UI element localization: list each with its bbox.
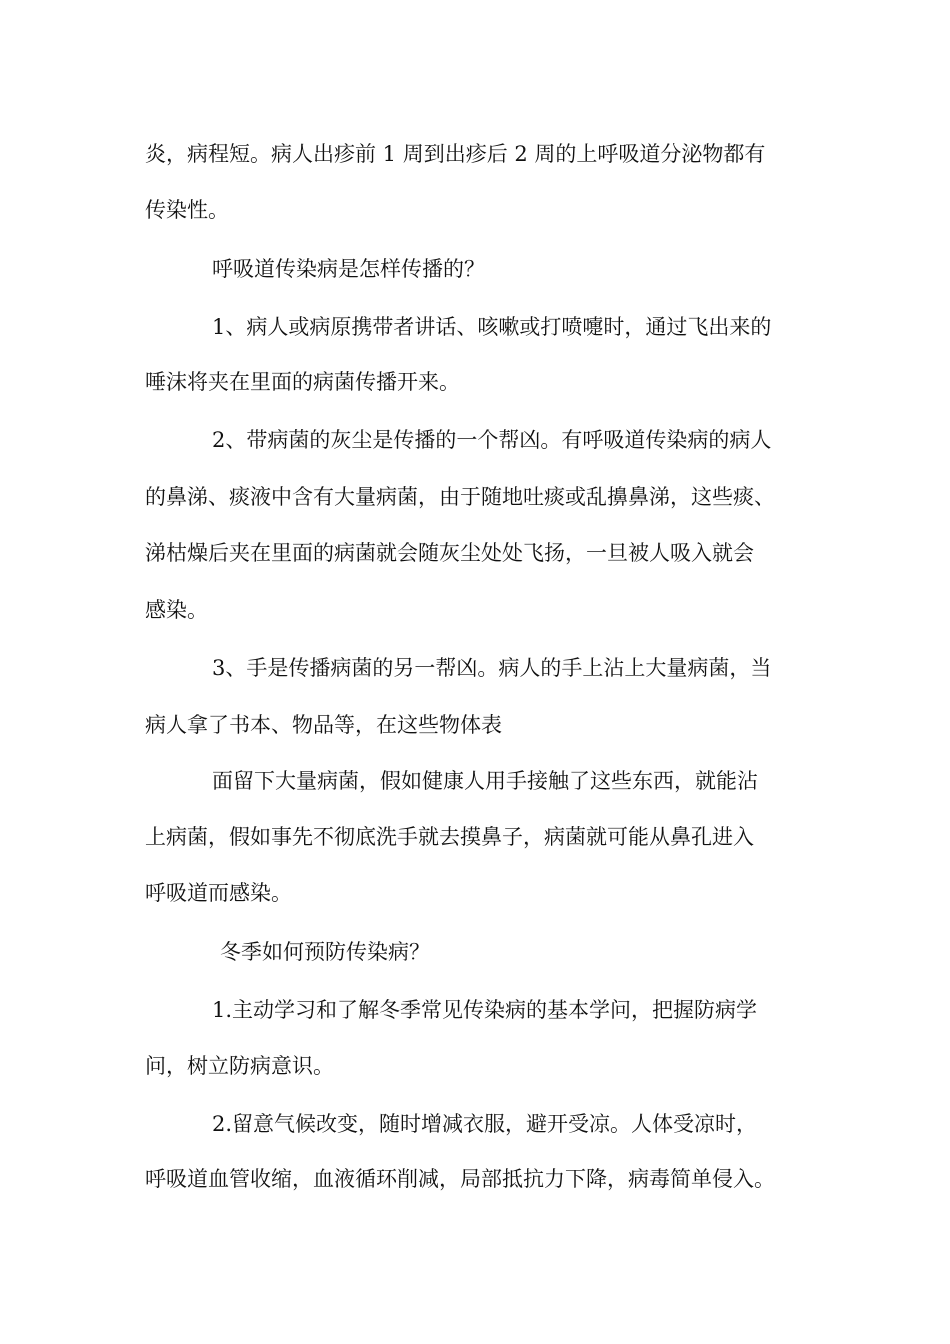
paragraph-line: 1.主动学习和了解冬季常见传染病的基本学问，把握防病学 bbox=[212, 998, 758, 1022]
paragraph-line: 呼吸道血管收缩，血液循环削减，局部抵抗力下降，病毒简单侵入。 bbox=[145, 1167, 775, 1191]
paragraph-line: 呼吸道而感染。 bbox=[145, 881, 292, 905]
paragraph-line: 上病菌，假如事先不彻底洗手就去摸鼻子，病菌就可能从鼻孔进入 bbox=[145, 825, 754, 849]
paragraph-line: 涕枯燥后夹在里面的病菌就会随灰尘处处飞扬，一旦被人吸入就会 bbox=[145, 541, 754, 565]
paragraph-line: 2.留意气候改变，随时增减衣服，避开受凉。人体受凉时， bbox=[212, 1112, 758, 1136]
paragraph-line: 病人拿了书本、物品等，在这些物体表 bbox=[145, 713, 502, 737]
paragraph-line: 问，树立防病意识。 bbox=[145, 1054, 334, 1078]
paragraph-line: 唾沫将夹在里面的病菌传播开来。 bbox=[145, 370, 460, 394]
paragraph-line: 传染性。 bbox=[145, 198, 229, 222]
paragraph-line: 的鼻涕、痰液中含有大量病菌，由于随地吐痰或乱擤鼻涕，这些痰、 bbox=[145, 485, 775, 509]
paragraph-line: 感染。 bbox=[145, 598, 208, 622]
section-heading: 呼吸道传染病是怎样传播的？ bbox=[212, 257, 485, 281]
paragraph-line: 1、病人或病原携带者讲话、咳嗽或打喷嚏时，通过飞出来的 bbox=[212, 315, 772, 339]
paragraph-line: 3、手是传播病菌的另一帮凶。病人的手上沾上大量病菌，当 bbox=[212, 656, 772, 680]
paragraph-line: 2、带病菌的灰尘是传播的一个帮凶。有呼吸道传染病的病人 bbox=[212, 428, 772, 452]
section-heading: 冬季如何预防传染病？ bbox=[220, 940, 430, 964]
paragraph-line: 面留下大量病菌，假如健康人用手接触了这些东西，就能沾 bbox=[212, 769, 758, 793]
paragraph-line: 炎，病程短。病人出疹前 1 周到出疹后 2 周的上呼吸道分泌物都有 bbox=[145, 142, 766, 166]
